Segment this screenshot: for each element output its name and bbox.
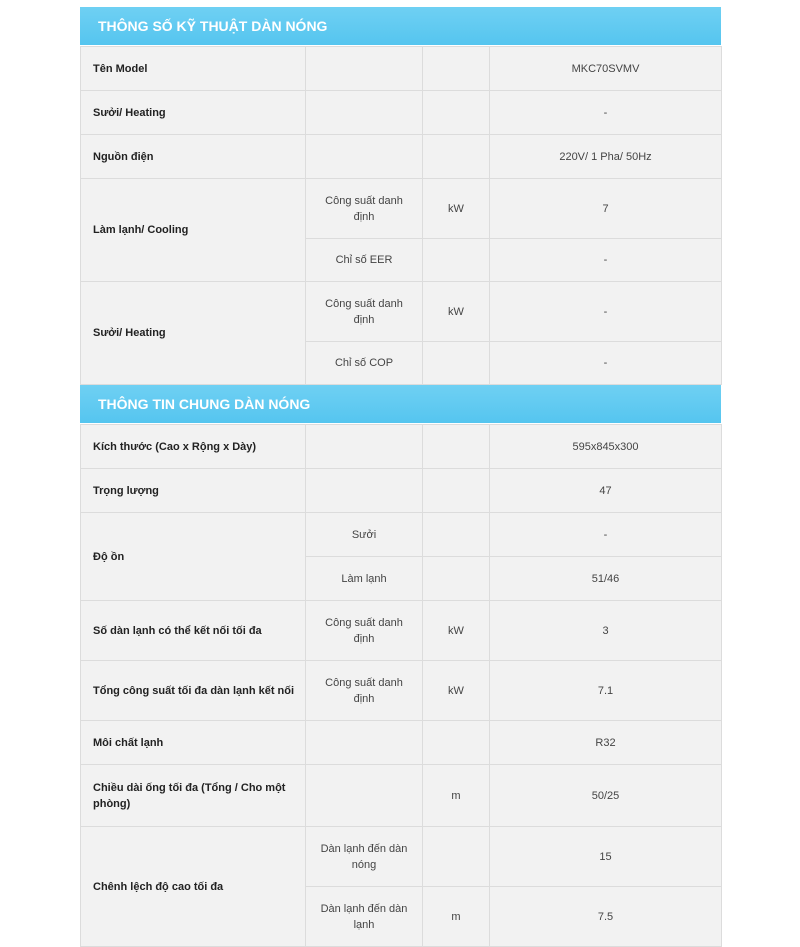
noise-heating-value: - — [490, 513, 722, 557]
table-row — [81, 47, 722, 91]
power-value: 220V/ 1 Pha/ 50Hz — [490, 135, 722, 179]
spec-container — [80, 7, 721, 947]
height-sub1: Dàn lạnh đến dàn nóng — [306, 827, 423, 887]
cooling-capacity-unit: kW — [423, 179, 490, 239]
heating-capacity-unit: kW — [423, 282, 490, 342]
table-row — [81, 827, 722, 887]
heating-capacity-label: Công suất danh định — [306, 282, 423, 342]
heating-value: - — [490, 91, 722, 135]
table-row — [81, 513, 722, 557]
section-header-outdoor-general: THÔNG TIN CHUNG DÀN NÓNG — [80, 385, 721, 424]
section-header-outdoor-specs: THÔNG SỐ KỸ THUẬT DÀN NÓNG — [80, 7, 721, 46]
height-value2: 7.5 — [490, 887, 722, 947]
heating-label: Sưởi/ Heating — [81, 91, 306, 135]
cooling-capacity-value: 7 — [490, 179, 722, 239]
total-capacity-label: Tổng công suất tối đa dàn lạnh kết nối — [81, 661, 306, 721]
total-capacity-value: 7.1 — [490, 661, 722, 721]
size-value: 595x845x300 — [490, 425, 722, 469]
table-row — [81, 135, 722, 179]
cop-label: Chỉ số COP — [306, 342, 423, 385]
weight-value: 47 — [490, 469, 722, 513]
model-label: Tên Model — [81, 47, 306, 91]
outdoor-specs-table — [80, 46, 722, 385]
table-row — [81, 721, 722, 765]
model-value: MKC70SVMV — [490, 47, 722, 91]
max-units-label: Số dàn lạnh có thể kết nối tối đa — [81, 601, 306, 661]
table-row — [81, 469, 722, 513]
max-units-sub: Công suất danh định — [306, 601, 423, 661]
table-row — [81, 661, 722, 721]
total-capacity-sub: Công suất danh định — [306, 661, 423, 721]
total-capacity-unit: kW — [423, 661, 490, 721]
refrigerant-value: R32 — [490, 721, 722, 765]
table-row — [81, 91, 722, 135]
pipe-label: Chiều dài ống tối đa (Tổng / Cho một phòng) — [81, 765, 306, 827]
max-units-unit: kW — [423, 601, 490, 661]
height-sub2: Dàn lạnh đến dàn lạnh — [306, 887, 423, 947]
pipe-unit: m — [423, 765, 490, 827]
height-label: Chênh lệch độ cao tối đa — [81, 827, 306, 947]
height-value1: 15 — [490, 827, 722, 887]
cop-value: - — [490, 342, 722, 385]
outdoor-general-table — [80, 424, 722, 947]
noise-cooling-value: 51/46 — [490, 557, 722, 601]
refrigerant-label: Môi chất lạnh — [81, 721, 306, 765]
eer-value: - — [490, 239, 722, 282]
max-units-value: 3 — [490, 601, 722, 661]
heating-capacity-value: - — [490, 282, 722, 342]
table-row — [81, 601, 722, 661]
eer-label: Chỉ số EER — [306, 239, 423, 282]
height-unit2: m — [423, 887, 490, 947]
weight-label: Trọng lượng — [81, 469, 306, 513]
noise-label: Độ ồn — [81, 513, 306, 601]
size-label: Kích thước (Cao x Rộng x Dày) — [81, 425, 306, 469]
table-row — [81, 425, 722, 469]
heating2-label: Sưởi/ Heating — [81, 282, 306, 385]
noise-heating-label: Sưởi — [306, 513, 423, 557]
table-row — [81, 179, 722, 239]
table-row — [81, 282, 722, 342]
noise-cooling-label: Làm lạnh — [306, 557, 423, 601]
cooling-label: Làm lạnh/ Cooling — [81, 179, 306, 282]
cooling-capacity-label: Công suất danh định — [306, 179, 423, 239]
table-row — [81, 765, 722, 827]
pipe-value: 50/25 — [490, 765, 722, 827]
power-label: Nguồn điện — [81, 135, 306, 179]
